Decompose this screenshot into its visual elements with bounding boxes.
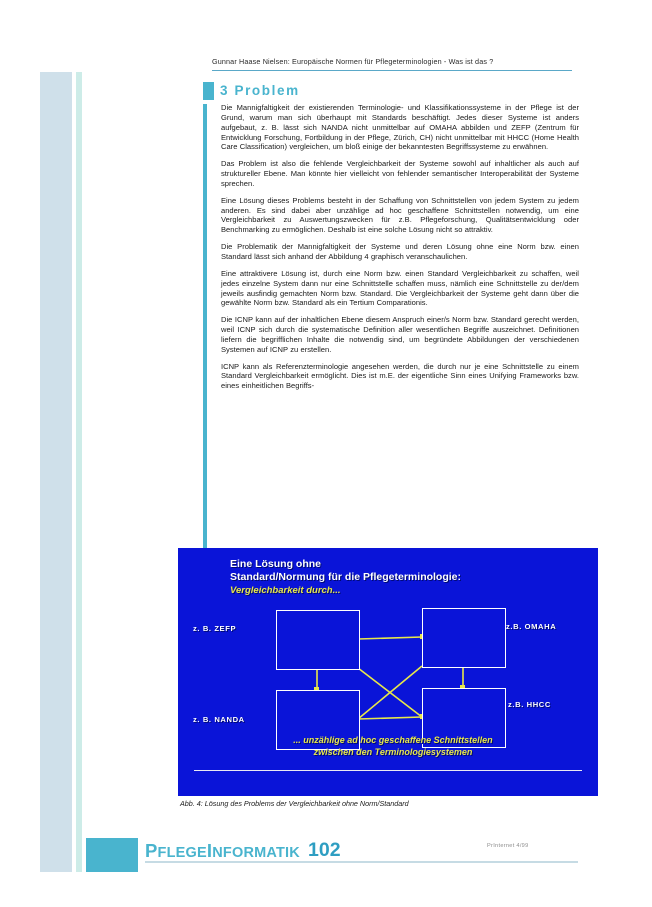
figure-title-line-1: Eine Lösung ohne [230, 558, 321, 570]
footer-rule [145, 861, 578, 863]
footer-title-nformatik: NFORMATIK [212, 845, 300, 861]
system-box-omaha [422, 608, 506, 668]
figure-title [230, 558, 461, 584]
figure-divider [194, 770, 582, 771]
figure-caption: Abb. 4: Lösung des Problems der Vergleichbarkeit ohne Norm/Standard [180, 799, 409, 808]
body-text-column [221, 103, 579, 398]
left-decorative-bar-pale [40, 72, 72, 872]
body-paragraph: Die Problematik der Mannigfaltigkeit der Systeme und deren Lösung ohne eine Norm bzw. einen Standard lässt sich anhand der Abbildung 4 graphisch veranschaulichen. [221, 242, 579, 261]
body-paragraph: Eine Lösung dieses Problems besteht in der Schaffung von Schnittstellen von jedem System zu jedem anderen. Es sind dabei aber unzählige ad hoc geschaffene Schnittstellen notwendig, um eine Vergleichbarkeit zu Auswertungszwecken für z.B. Pflegeforschung, Qualitätsentwicklung oder Benchmarking zu ermöglichen. Deshalb ist eine solche Lösung nicht so attraktiv. [221, 195, 579, 235]
footer-title-p: P [145, 840, 158, 861]
figure-bottom-line-2: zwischen den Terminologiesystemen [313, 747, 473, 757]
left-decorative-bar-mint [76, 72, 82, 872]
body-paragraph: Die Mannigfaltigkeit der existierenden Terminologie- und Klassifikationssysteme in der Pflege ist der Grund, warum man sich überhaupt mit Standards beschäftigt. Jedes dieser Systeme ist anders aufgebaut, z. B. lässt sich NANDA nicht unmittelbar auf OMAHA abbilden und ZEFP (Zentrum für Entwicklung Forschung, Fortbildung in der Pflege, Zürich, CH) nicht unmittelbar mit HHCC (Home Health Care Classification) vergleichen, um bloß einige der bekanntesten Begriffssysteme zu erwähnen. [221, 103, 579, 152]
system-label-nanda: z. B. NANDA [193, 715, 245, 724]
system-label-zefp: z. B. ZEFP [193, 624, 237, 633]
footer-issue-note: PrInternet 4/99 [487, 843, 529, 849]
figure-title-line-2: Standard/Normung für die Pflegeterminologie: [230, 571, 462, 583]
body-paragraph: ICNP kann als Referenzterminologie angesehen werden, die durch nur je eine Schnittstelle zu einem Standard Vergleichbarkeit ermöglicht. Dies ist m.E. der eigentliche Sinn eines Unifying Frameworks bzw. eines einheitlichen Begriffs- [221, 361, 579, 391]
body-paragraph: Eine attraktivere Lösung ist, durch eine Norm bzw. einen Standard Vergleichbarkeit zu schaffen, weil jedes einzelne System dann nur eine Schnittstelle schaffen muss, nämlich eine Schnittstelle zu der/dem jeweils ausfindig gemachten Norm bzw. Standard. Die Vergleichbarkeit der Systeme geht dann über die gewählte Norm bzw. Standard als ein Tertium Comparationis. [221, 268, 579, 308]
footer-journal-title [145, 840, 300, 862]
running-head-rule [212, 70, 572, 71]
body-column-rule [203, 104, 207, 554]
footer-teal-swatch [86, 838, 138, 872]
figure-subtitle: Vergleichbarkeit durch... [230, 585, 341, 596]
body-paragraph: Die ICNP kann auf der inhaltlichen Ebene diesem Anspruch einer/s Norm bzw. Standard gerecht werden, weil ICNP sich durch die systematische Definition aller wesentlichen Begriffe auszeichnet. Definitionen liefern die begrifflichen Inhalte die notwendig sind, um begründete Abbildungen der verschiedenen Systemen auf ICNP zu erstellen. [221, 315, 579, 354]
system-box-zefp [276, 610, 360, 670]
footer-title-flege: FLEGE [157, 845, 207, 861]
footer-title-i: I [206, 840, 213, 861]
running-head: Gunnar Haase Nielsen: Europäische Normen für Pflegeterminologien - Was ist das ? [212, 57, 494, 66]
figure-4 [178, 548, 598, 796]
system-label-omaha: z.B. OMAHA [506, 622, 557, 631]
system-label-hhcc: z.B. HHCC [508, 700, 551, 709]
footer-page-number: 102 [308, 839, 341, 861]
section-heading: 3 Problem [220, 83, 300, 98]
section-heading-swatch [203, 82, 214, 100]
figure-bottom-text [228, 734, 558, 758]
figure-bottom-line-1: ... unzählige ad hoc geschaffene Schnittstellen [293, 735, 493, 745]
body-paragraph: Das Problem ist also die fehlende Vergleichbarkeit der Systeme sowohl auf inhaltlicher als auch auf struktureller Ebene. Man könnte hier vielleicht von fehlender semantischer Interoperabilität der Systeme sprechen. [221, 159, 579, 188]
